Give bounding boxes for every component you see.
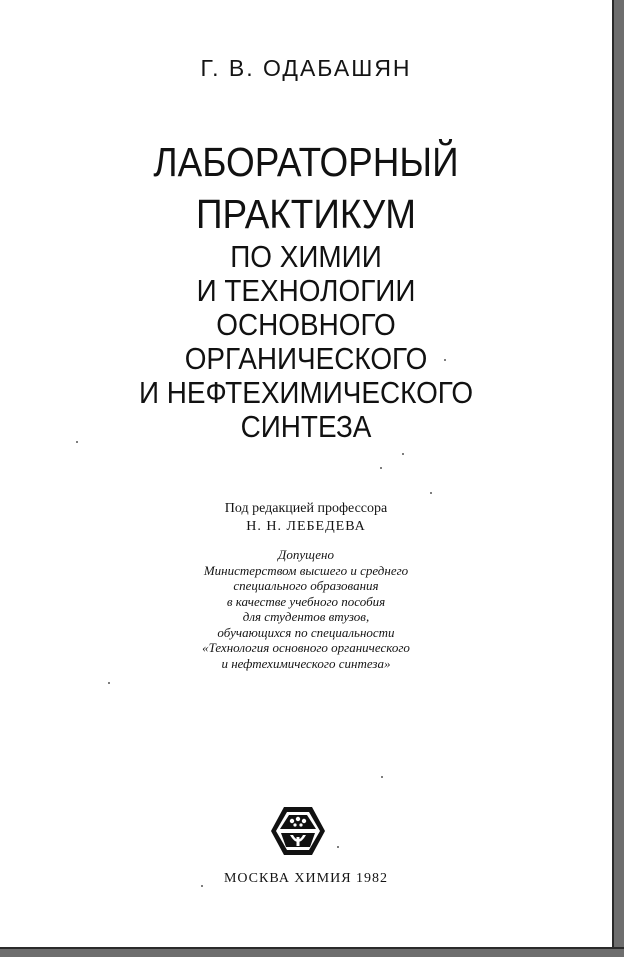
scan-speck bbox=[430, 492, 432, 494]
editor-label: Под редакцией профессора bbox=[224, 501, 388, 516]
approval-line: Допущено bbox=[278, 547, 334, 562]
approval-line: «Технология основного органического bbox=[202, 640, 410, 655]
title-line-3: ПО ХИМИИ bbox=[230, 239, 382, 274]
approval-line: для студентов втузов, bbox=[242, 609, 370, 624]
publisher-imprint: МОСКВА ХИМИЯ 1982 bbox=[223, 871, 389, 886]
editor-credit bbox=[0, 500, 612, 536]
scan-border-right bbox=[612, 0, 624, 957]
scan-speck bbox=[380, 467, 382, 469]
author-name: Г. В. ОДАБАШЯН bbox=[200, 55, 412, 81]
scan-border-bottom bbox=[0, 947, 624, 957]
scan-speck bbox=[402, 453, 404, 455]
scan-speck bbox=[444, 359, 446, 361]
title-line-8: СИНТЕЗА bbox=[240, 409, 372, 444]
title-line-1: ЛАБОРАТОРНЫЙ bbox=[153, 139, 459, 185]
title-line-4: И ТЕХНОЛОГИИ bbox=[196, 273, 416, 308]
approval-line: специального образования bbox=[233, 578, 379, 593]
scan-speck bbox=[337, 846, 339, 848]
editor-name: Н. Н. ЛЕБЕДЕВА bbox=[246, 519, 366, 534]
scan-speck bbox=[381, 776, 383, 778]
title-line-5: ОСНОВНОГО bbox=[216, 307, 396, 342]
title-line-6: ОРГАНИЧЕСКОГО bbox=[184, 341, 428, 376]
scan-speck bbox=[76, 441, 78, 443]
scan-speck bbox=[108, 682, 110, 684]
title-line-2: ПРАКТИКУМ bbox=[196, 191, 416, 237]
approval-line: в качестве учебного пособия bbox=[226, 593, 386, 609]
book-title bbox=[0, 136, 612, 444]
approval-line: Министерством высшего и среднего bbox=[203, 562, 409, 578]
approval-statement bbox=[0, 547, 612, 671]
approval-line: обучающихся по специальности bbox=[217, 624, 395, 640]
scan-speck bbox=[201, 885, 203, 887]
title-line-7: И НЕФТЕХИМИЧЕСКОГО bbox=[138, 375, 474, 410]
approval-line: и нефтехимического синтеза» bbox=[221, 655, 391, 671]
publisher-emblem-icon bbox=[270, 805, 326, 857]
